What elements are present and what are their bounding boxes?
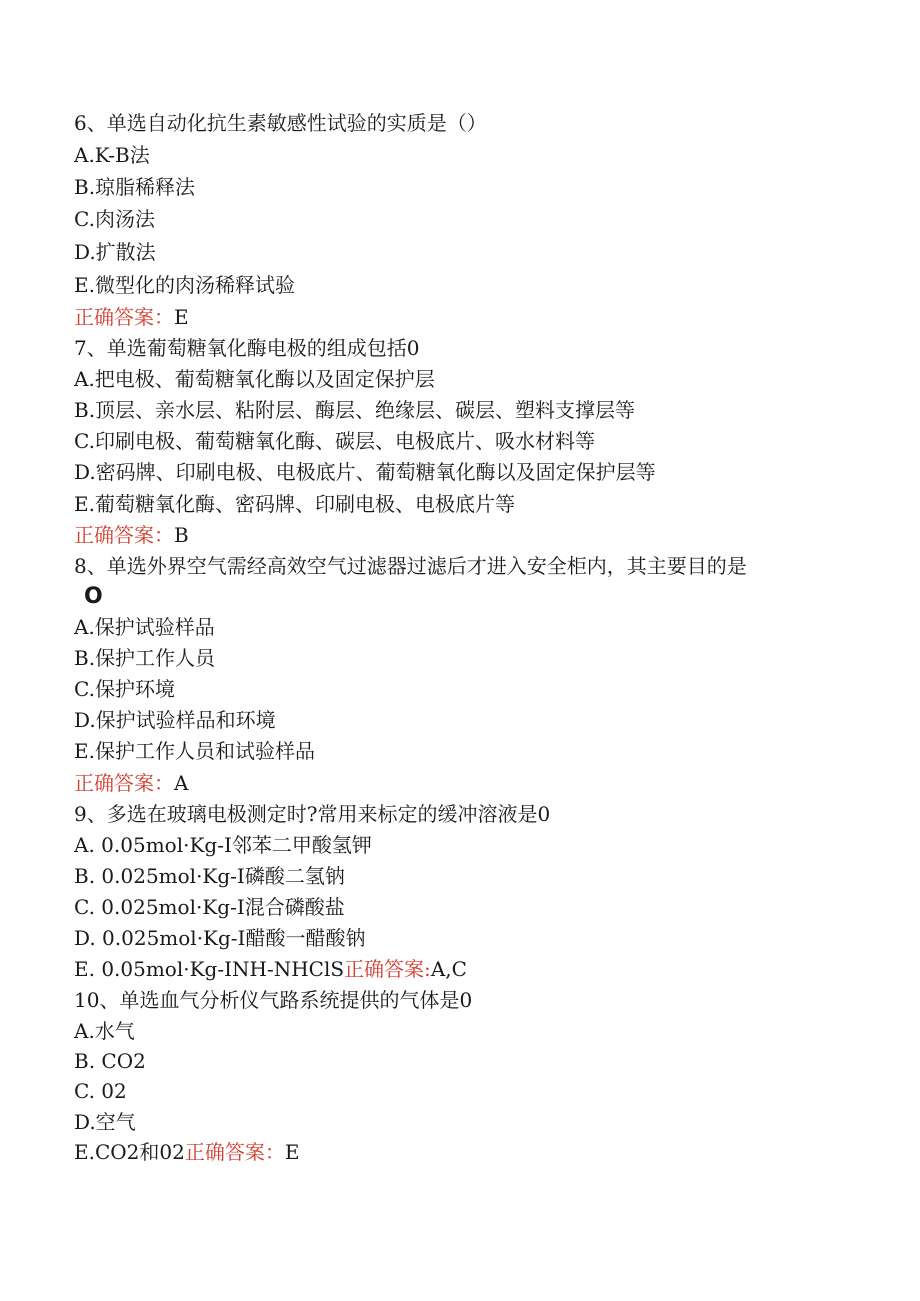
answer-label: 正确答案： [74,523,174,547]
option-a: A.K-B法 [74,143,150,167]
answer-value: E [284,1140,300,1164]
answer-label: 正确答案： [74,305,174,329]
option-c: C.肉汤法 [74,207,155,231]
option-e: E.保护工作人员和试验样品 [74,739,315,763]
option-e: E.微型化的肉汤稀释试验 [74,273,295,297]
option-e-with-answer [74,957,467,981]
option-e: E. 0.05mol·Kg-INH-NHClS [74,957,345,981]
answer-label: 正确答案: [344,957,431,981]
option-b: B.保护工作人员 [74,646,216,670]
option-a: A.把电极、葡萄糖氧化酶以及固定保护层 [74,367,435,391]
option-b: B. CO2 [74,1049,146,1073]
answer-value: A [174,771,189,795]
option-c: C.印刷电极、葡萄糖氧化酶、碳层、电极底片、吸水材料等 [74,429,595,453]
answer-line [74,523,189,547]
option-d: D. 0.025mol·Kg-I醋酸一醋酸钠 [74,926,366,950]
option-d: D.扩散法 [74,240,156,264]
answer-value: B [174,523,189,547]
answer-line [74,771,188,795]
answer-value: E [174,305,189,329]
option-b: B.顶层、亲水层、粘附层、酶层、绝缘层、碳层、塑料支撑层等 [74,398,636,422]
option-a: A. 0.05mol·Kg-I邻苯二甲酸氢钾 [74,833,372,857]
option-b: B.琼脂稀释法 [74,175,196,199]
question-stem: 7、单选葡萄糖氧化酶电极的组成包括0 [74,336,420,360]
option-e: E.CO2和02 [74,1140,185,1164]
option-b: B. 0.025mol·Kg-I磷酸二氢钠 [74,864,345,888]
question-stem: 9、多选在玻璃电极测定时?常用来标定的缓冲溶液是0 [74,802,551,826]
option-d: D.保护试验样品和环境 [74,708,276,732]
question-stem: 6、单选自动化抗生素敏感性试验的实质是（） [74,111,487,135]
question-stem: 8、单选外界空气需经高效空气过滤器过滤后才进入安全柜内，其主要目的是 [74,554,747,578]
option-e: E.葡萄糖氧化酶、密码牌、印刷电极、电极底片等 [74,492,515,516]
option-a: A.水气 [74,1019,135,1043]
answer-line [74,305,189,329]
answer-label: 正确答案： [74,771,174,795]
option-e-with-answer [74,1140,299,1164]
option-c: C. 02 [74,1079,127,1103]
answer-label: 正确答案： [184,1140,285,1164]
option-d: D.空气 [74,1110,136,1134]
option-c: C. 0.025mol·Kg-I混合磷酸盐 [74,895,345,919]
question-stem: 10、单选血气分析仪气路系统提供的气体是0 [74,988,473,1012]
question-stem-continuation: O [84,584,103,609]
option-d: D.密码牌、印刷电极、电极底片、葡萄糖氧化酶以及固定保护层等 [74,460,656,484]
answer-value: A,C [430,957,467,981]
option-a: A.保护试验样品 [74,615,215,639]
option-c: C.保护环境 [74,677,175,701]
